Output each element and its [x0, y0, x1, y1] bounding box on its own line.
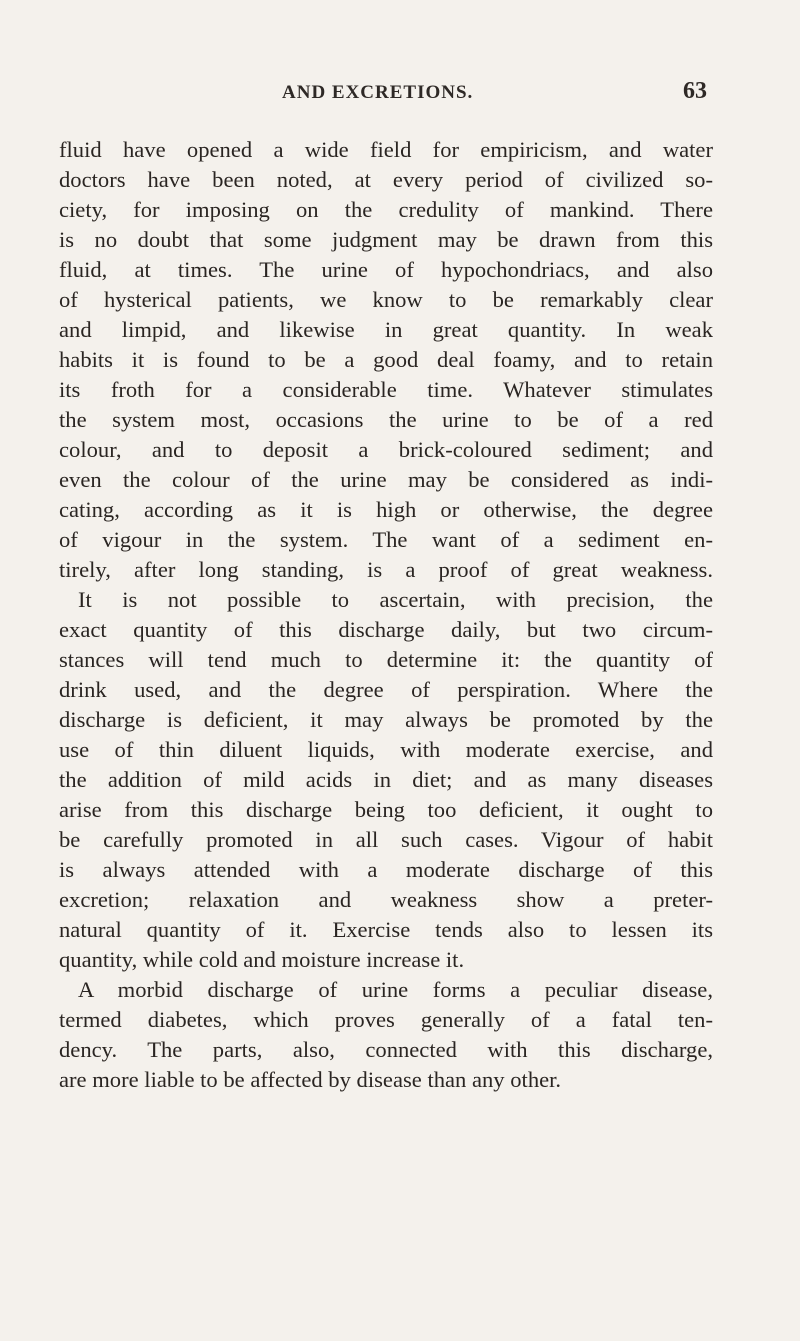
text-line: termed diabetes, which proves generally of a fatal ten-: [59, 1007, 713, 1032]
text-line: tirely, after long standing, is a proof of great weakness.: [59, 557, 713, 582]
page-number: 63: [683, 78, 707, 104]
text-line: stances will tend much to determine it: the quantity of: [59, 647, 713, 672]
text-line: arise from this discharge being too deficient, it ought to: [59, 797, 713, 822]
text-line: cating, according as it is high or otherwise, the degree: [59, 497, 713, 522]
body-text: [59, 135, 713, 1095]
text-line: discharge is deficient, it may always be promoted by the: [59, 707, 713, 732]
paragraph-end-line: quantity, while cold and moisture increase it.: [59, 947, 465, 972]
text-line: its froth for a considerable time. Whatever stimulates: [59, 377, 713, 402]
paragraph-start-line: It is not possible to ascertain, with precision, the: [78, 587, 713, 612]
text-line: exact quantity of this discharge daily, but two circum-: [59, 617, 713, 642]
text-line: is no doubt that some judgment may be drawn from this: [59, 227, 713, 252]
text-line: and limpid, and likewise in great quantity. In weak: [59, 317, 713, 342]
text-line: be carefully promoted in all such cases. Vigour of habit: [59, 827, 713, 852]
text-line: habits it is found to be a good deal foamy, and to retain: [59, 347, 713, 372]
text-line: are more liable to be affected by disease than any other.: [59, 1067, 562, 1092]
text-line: the system most, occasions the urine to be of a red: [59, 407, 713, 432]
text-line: of hysterical patients, we know to be remarkably clear: [59, 287, 713, 312]
text-line: drink used, and the degree of perspiration. Where the: [59, 677, 713, 702]
text-line: is always attended with a moderate discharge of this: [59, 857, 713, 882]
text-line: natural quantity of it. Exercise tends also to lessen its: [59, 917, 713, 942]
text-line: doctors have been noted, at every period of civilized so-: [59, 167, 713, 192]
text-line: dency. The parts, also, connected with this discharge,: [59, 1037, 713, 1062]
text-line: excretion; relaxation and weakness show a preter-: [59, 887, 713, 912]
running-head: AND EXCRETIONS.: [282, 82, 474, 103]
text-line: fluid have opened a wide field for empiricism, and water: [59, 137, 713, 162]
text-line: fluid, at times. The urine of hypochondriacs, and also: [59, 257, 713, 282]
text-line: of vigour in the system. The want of a sediment en-: [59, 527, 713, 552]
text-line: colour, and to deposit a brick-coloured sediment; and: [59, 437, 713, 462]
text-line: even the colour of the urine may be considered as indi-: [59, 467, 713, 492]
text-line: ciety, for imposing on the credulity of mankind. There: [59, 197, 713, 222]
page-header: [0, 78, 800, 112]
paragraph-start-line: A morbid discharge of urine forms a peculiar disease,: [78, 977, 713, 1002]
text-line: use of thin diluent liquids, with moderate exercise, and: [59, 737, 713, 762]
text-line: the addition of mild acids in diet; and as many diseases: [59, 767, 713, 792]
